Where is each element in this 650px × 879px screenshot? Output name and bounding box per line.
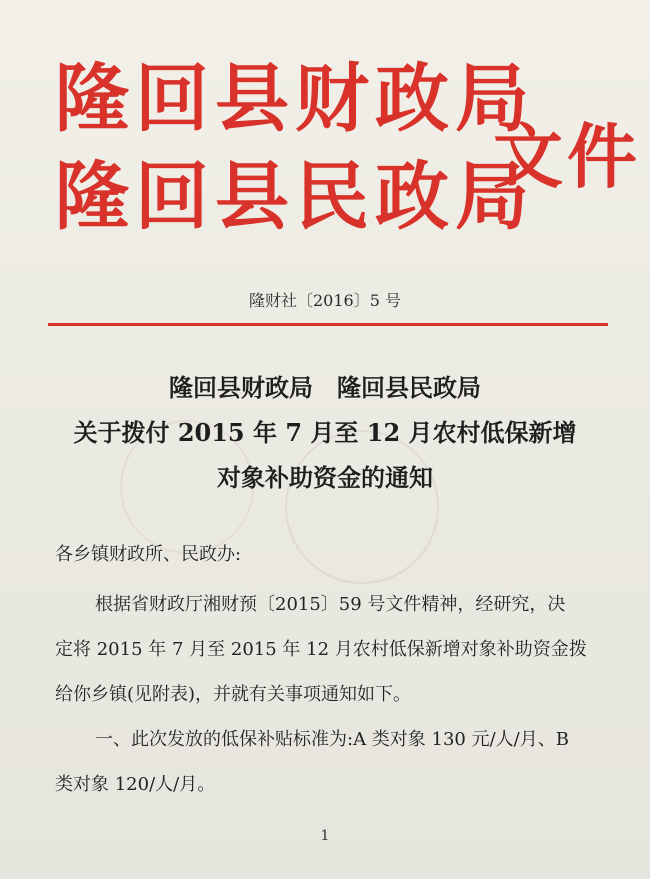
document-title-line-2: 关于拨付 2015 年 7 月至 12 月农村低保新增 bbox=[73, 418, 577, 447]
paragraph-2-line-2: 类对象 120/人/月。 bbox=[55, 774, 216, 795]
page-number: 1 bbox=[320, 828, 330, 844]
document-type-word: 文件 bbox=[493, 115, 641, 198]
red-divider-line bbox=[48, 323, 608, 326]
document-number: 隆财社〔2016〕5 号 bbox=[249, 291, 401, 310]
document-header bbox=[55, 56, 641, 252]
paragraph-1-line-3: 给你乡镇(见附表)，并就有关事项通知如下。 bbox=[55, 684, 412, 705]
paragraph-1-line-1: 根据省财政厅湘财预〔2015〕59 号文件精神，经研究，决 bbox=[95, 594, 566, 615]
document-title-line-1: 隆回县财政局 隆回县民政局 bbox=[169, 373, 481, 402]
document-title-line-3: 对象补助资金的通知 bbox=[217, 463, 433, 492]
paragraph-2-line-1: 一、此次发放的低保补贴标准为:A 类对象 130 元/人/月、B bbox=[95, 729, 569, 750]
salutation: 各乡镇财政所、民政办: bbox=[55, 544, 242, 565]
issuing-agency-1: 隆回县财政局 bbox=[55, 56, 535, 142]
issuing-agency-2: 隆回县民政局 bbox=[55, 154, 535, 240]
paragraph-1-line-2: 定将 2015 年 7 月至 2015 年 12 月农村低保新增对象补助资金拨 bbox=[55, 639, 587, 660]
